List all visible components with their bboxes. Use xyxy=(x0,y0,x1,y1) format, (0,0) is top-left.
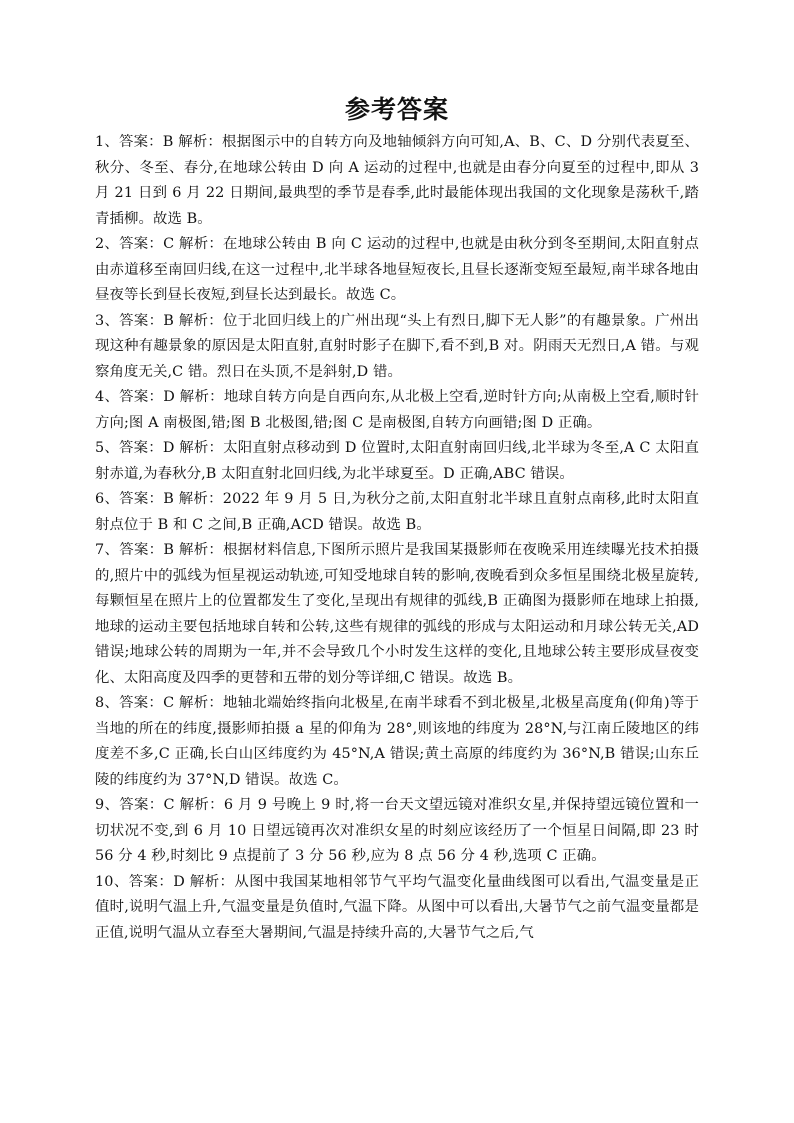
answer-item-3: 3、答案：B 解析：位于北回归线上的广州出现“头上有烈日,脚下无人影”的有趣景象。广州出现这种有趣景象的原因是太阳直射,直射时影子在脚下,看不到,B 对。阴雨天无烈日,A 错。与观察角度无关,C 错。烈日在头顶,不是斜射,D 错。 xyxy=(95,312,699,380)
answer-item-1: 1、答案：B 解析：根据图示中的自转方向及地轴倾斜方向可知,A、B、C、D 分别代表夏至、秋分、冬至、春分,在地球公转由 D 向 A 运动的过程中,也就是由春分向夏至的过程中,即从 3 月 21 日到 6 月 22 日期间,最典型的季节是春季,此时最能体现出我国的文化现象是荡秋千,踏青插柳。故选 B。 xyxy=(95,134,699,227)
answer-item-5: 5、答案：D 解析：太阳直射点移动到 D 位置时,太阳直射南回归线,北半球为冬至,A C 太阳直射赤道,为春秋分,B 太阳直射北回归线,为北半球夏至。D 正确,ABC 错误。 xyxy=(95,440,699,482)
answer-list xyxy=(95,130,699,946)
page-title: 参考答案 xyxy=(344,95,449,124)
answer-item-9: 9、答案：C 解析：6 月 9 号晚上 9 时,将一台天文望远镜对准织女星,并保持望远镜位置和一切状况不变,到 6 月 10 日望远镜再次对准织女星的时刻应该经历了一个恒星日间隔,即 23 时 56 分 4 秒,时刻比 9 点提前了 3 分 56 秒,应为 8 点 56 分 4 秒,选项 C 正确。 xyxy=(95,797,699,864)
answer-item-10: 10、答案：D 解析：从图中我国某地相邻节气平均气温变化量曲线图可以看出,气温变量是正值时,说明气温上升,气温变量是负值时,气温下降。从图中可以看出,大暑节气之前气温变量都是正值,说明气温从立春至大暑期间,气温是持续升高的,大暑节气之后,气 xyxy=(95,873,699,941)
answer-item-2: 2、答案：C 解析：在地球公转由 B 向 C 运动的过程中,也就是由秋分到冬至期间,太阳直射点由赤道移至南回归线,在这一过程中,北半球各地昼短夜长,且昼长逐渐变短至最短,南半球各地由昼夜等长到昼长夜短,到昼长达到最长。故选 C。 xyxy=(95,236,699,303)
answer-item-8: 8、答案：C 解析：地轴北端始终指向北极星,在南半球看不到北极星,北极星高度角(仰角)等于当地的所在的纬度,摄影师拍摄 a 星的仰角为 28°,则该地的纬度为 28°N,与江南丘陵地区的纬度差不多,C 正确,长白山区纬度约为 45°N,A 错误;黄土高原的纬度约为 36°N,B 错误;山东丘陵的纬度约为 37°N,D 错误。故选 C。 xyxy=(95,695,699,788)
answer-item-4: 4、答案：D 解析：地球自转方向是自西向东,从北极上空看,逆时针方向;从南极上空看,顺时针方向;图 A 南极图,错;图 B 北极图,错;图 C 是南极图,自转方向画错;图 D 正确。 xyxy=(95,389,699,431)
answer-item-6: 6、答案：B 解析：2022 年 9 月 5 日,为秋分之前,太阳直射北半球且直射点南移,此时太阳直射点位于 B 和 C 之间,B 正确,ACD 错误。故选 B。 xyxy=(95,491,699,533)
answer-item-7: 7、答案：B 解析：根据材料信息,下图所示照片是我国某摄影师在夜晚采用连续曝光技术拍摄的,照片中的弧线为恒星视运动轨迹,可知受地球自转的影响,夜晚看到众多恒星围绕北极星旋转,每颗恒星在照片上的位置都发生了变化,呈现出有规律的弧线,B 正确图为摄影师在地球上拍摄,地球的运动主要包括地球自转和公转,这些有规律的弧线的形成与太阳运动和月球公转无关,AD 错误;地球公转的周期为一年,并不会导致几个小时发生这样的变化,且地球公转主要形成昼夜变化、太阳高度及四季的更替和五带的划分等详细,C 错误。故选 B。 xyxy=(95,542,699,686)
